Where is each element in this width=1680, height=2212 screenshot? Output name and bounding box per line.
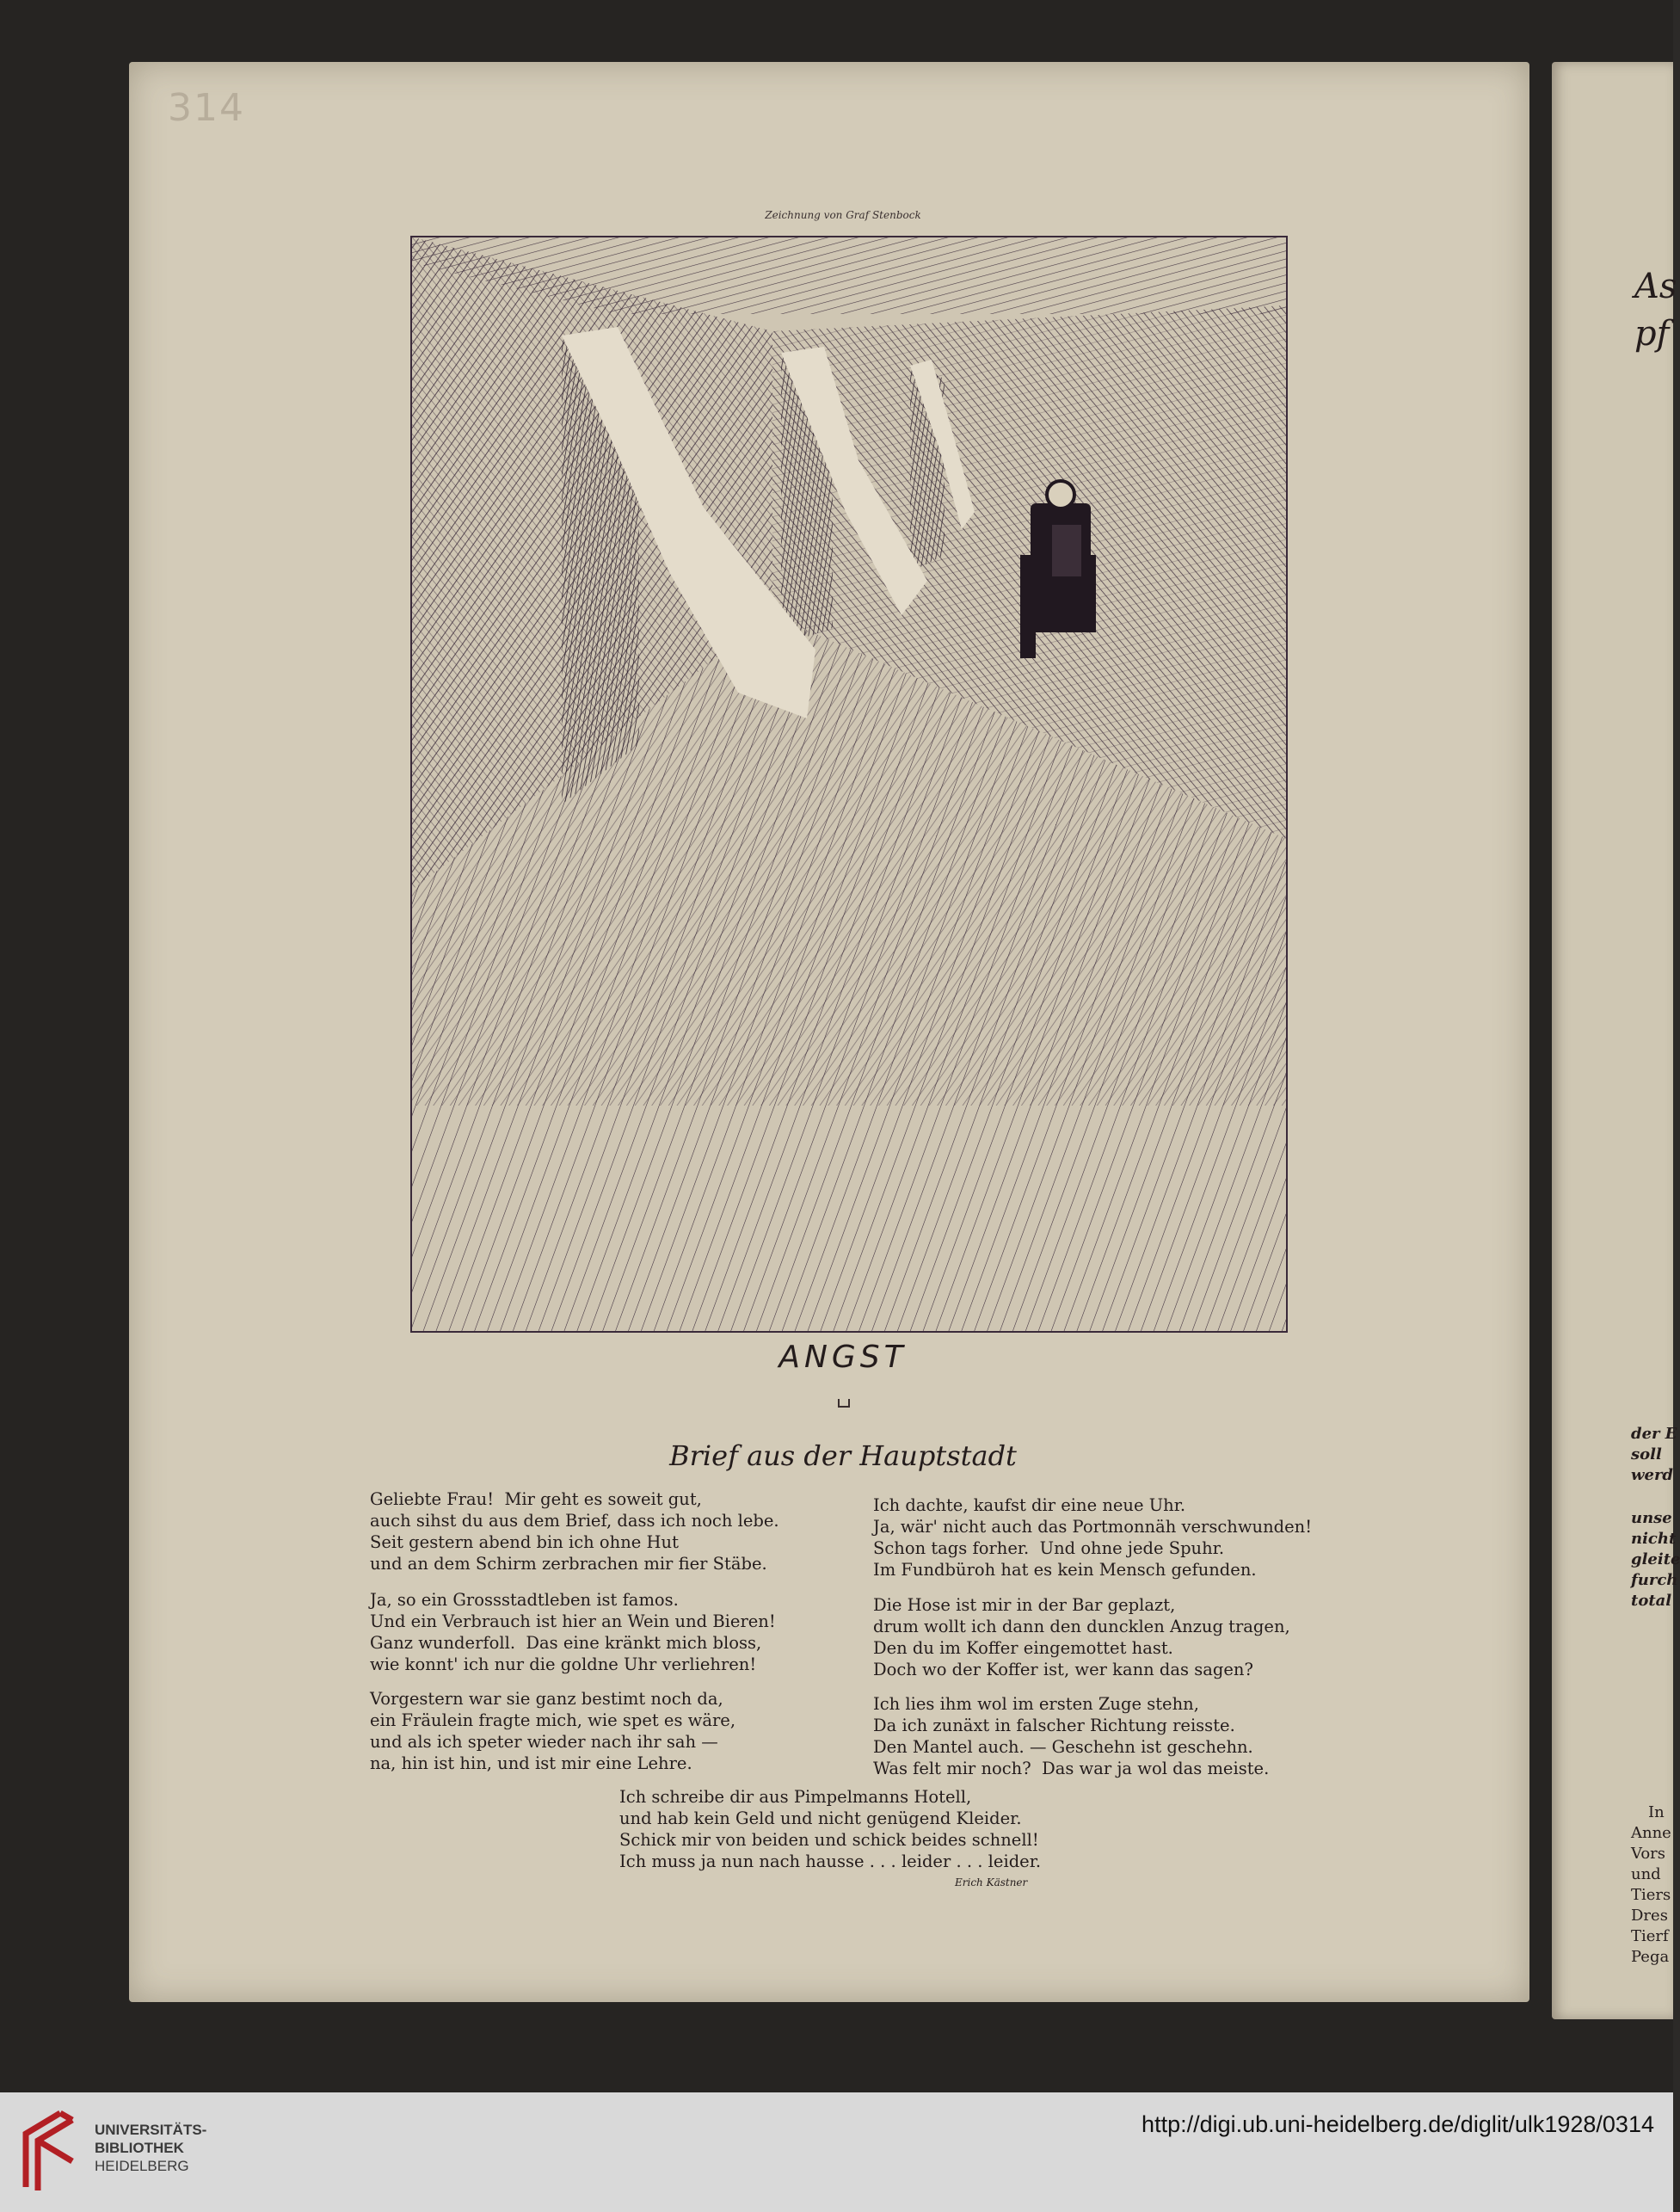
adjacent-italic-text: der E soll werd <box>1631 1425 1677 1484</box>
page-number-pencil: 314 <box>168 86 245 130</box>
poem-stanza: Ich lies ihm wol im ersten Zuge stehn, Da ich zunäxt in falscher Richtung reisste. Den Mantel auch. — Geschehn ist geschehn. Was felt mir noch? Das war ja wol das meiste. <box>873 1694 1270 1778</box>
poem-stanza: Geliebte Frau! Mir geht es soweit gut, auch sihst du aus dem Brief, dass ich noch lebe. Seit gestern abend bin ich ohne Hut und an dem Schirm zerbrachen mir fier Stäbe. <box>370 1489 779 1574</box>
adjacent-body-text: In Anne Vors und Tiers Dres Tierf Pega <box>1631 1803 1671 1966</box>
poem-stanza: Ja, so ein Grossstadtleben ist famos. Und ein Verbrauch ist hier an Wein und Bieren! Ganz wunderfoll. Das eine kränkt mich bloss, wie konnt' ich nur die goldne Uhr verliehren! <box>370 1590 776 1674</box>
library-logo-icon <box>17 2108 83 2194</box>
poem-stanza: Die Hose ist mir in der Bar geplazt, drum wollt ich dann den duncklen Anzug tragen, Den du im Koffer eingemottet hast. Doch wo der Koffer ist, wer kann das sagen? <box>873 1595 1290 1679</box>
illustration-title: ANGST <box>778 1340 908 1375</box>
illustration-credit: Zeichnung von Graf Stenbock <box>765 209 921 221</box>
adjacent-heading: As pf <box>1634 267 1677 354</box>
library-name: UNIVERSITÄTS- BIBLIOTHEK HEIDELBERG <box>95 2122 207 2174</box>
seated-figure <box>1020 481 1096 658</box>
source-url-link[interactable]: http://digi.ub.uni-heidelberg.de/diglit/ulk1928/0314 <box>1142 2111 1654 2137</box>
ornament-icon <box>838 1399 850 1408</box>
footer-bar <box>0 2092 1673 2212</box>
poem-stanza: Ich dachte, kaufst dir eine neue Uhr. Ja, wär' nicht auch das Portmonnäh verschwunden! Schon tags forher. Und ohne jede Spuhr. Im Fundbüroh hat es kein Mensch gefunden. <box>873 1495 1313 1580</box>
adjacent-page <box>1552 62 1680 2019</box>
adjacent-italic-text: unse nicht gleite furch total <box>1631 1509 1680 1610</box>
poem-author: Erich Kästner <box>955 1876 1028 1889</box>
poem-title: Brief aus der Hauptstadt <box>669 1439 1017 1472</box>
illustration-angst <box>411 237 1287 1332</box>
poem-stanza: Vorgestern war sie ganz bestimt noch da, ein Fräulein fragte mich, wie spet es wäre, und als ich speter wieder nach ihr sah — na, hin ist hin, und ist mir eine Lehre. <box>370 1689 736 1773</box>
poem-final-stanza: Ich schreibe dir aus Pimpelmanns Hotell, und hab kein Geld und nicht genügend Kleider. Schick mir von beiden und schick beides schnell! Ich muss ja nun nach hausse . . . leider . . . leider. <box>619 1787 1042 1871</box>
